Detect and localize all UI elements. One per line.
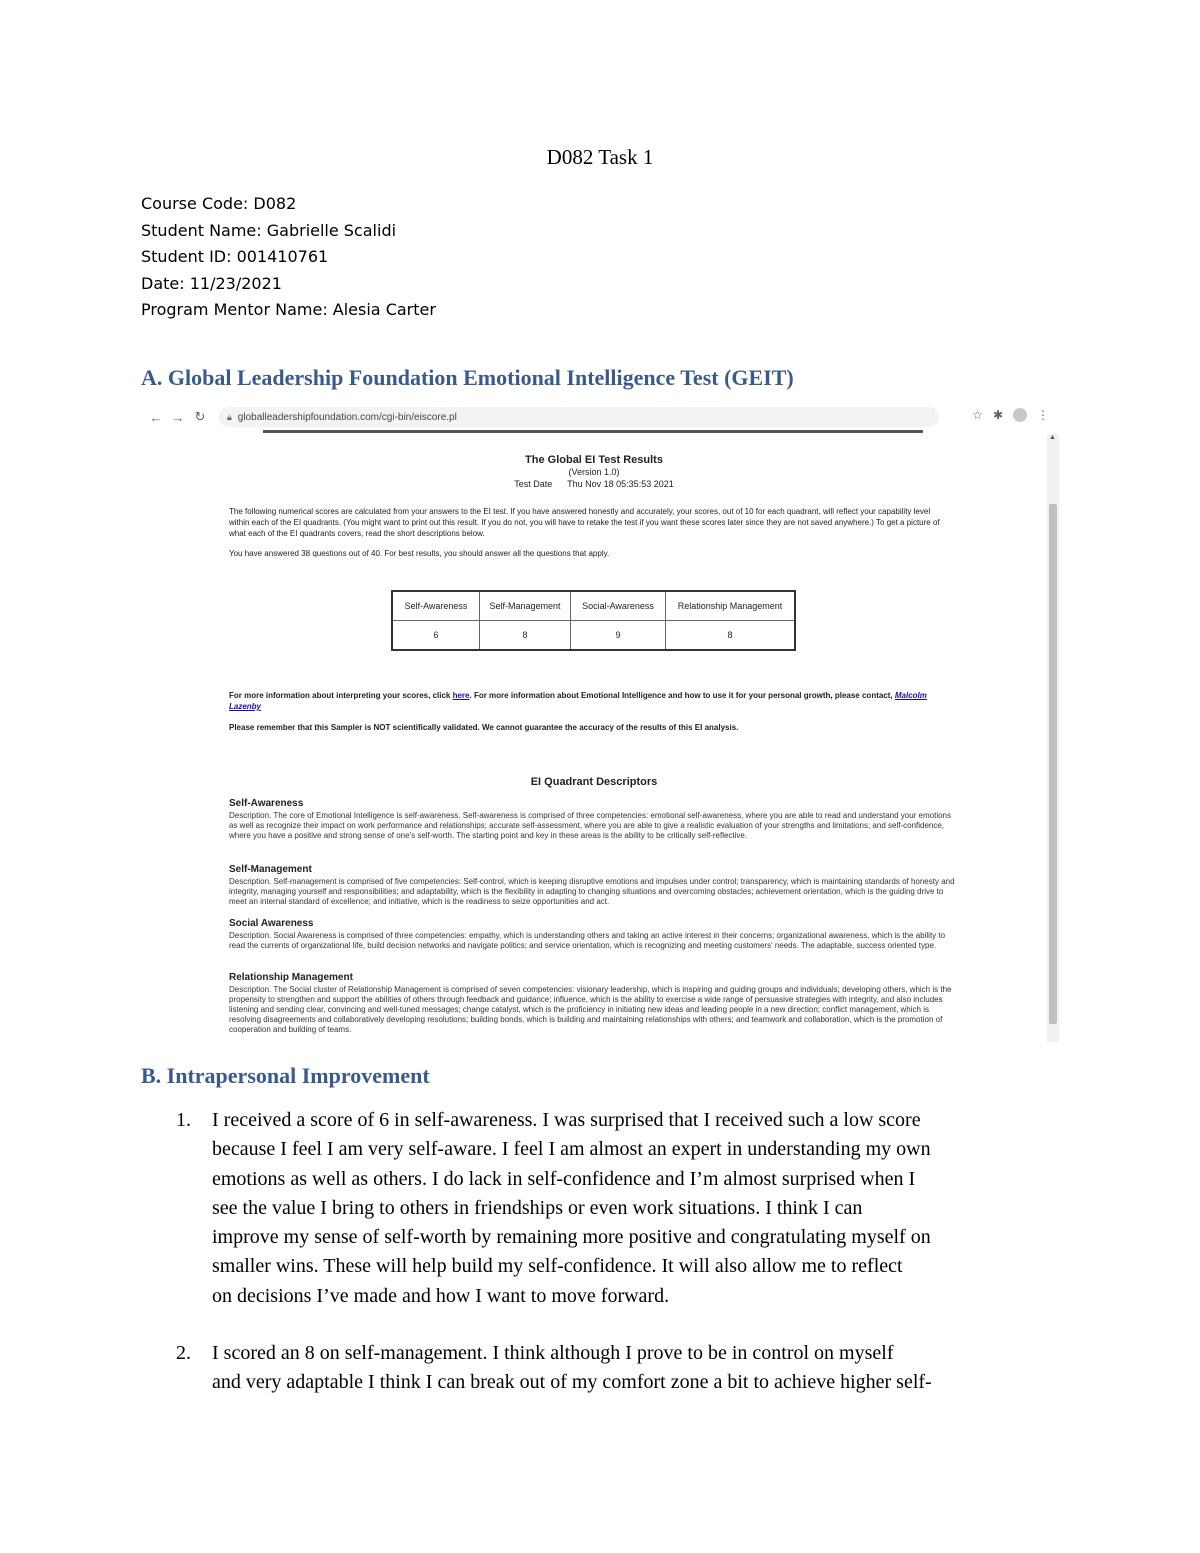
list-line: smaller wins. These will help build my self-confidence. It will also allow me to reflect [212, 1255, 903, 1278]
more-info [229, 690, 949, 712]
scores-table [391, 590, 796, 651]
quadrant-heading: Social Awareness [229, 918, 314, 929]
scores-value-row [392, 621, 795, 651]
scroll-thumb [1049, 504, 1057, 1024]
list-line: I received a score of 6 in self-awareness. I was surprised that I received such a low score [212, 1109, 921, 1131]
test-date-value: Thu Nov 18 05:35:53 2021 [567, 479, 674, 489]
score-value: 8 [666, 621, 796, 651]
list-line: improve my sense of self-worth by remaining more positive and congratulating myself on [212, 1226, 931, 1249]
url-text: globalleadershipfoundation.com/cgi-bin/eiscore.pl [237, 411, 457, 423]
page-title: D082 Task 1 [546, 145, 654, 169]
list-line: because I feel I am very self-aware. I feel I am almost an expert in understanding my own [212, 1138, 931, 1161]
answered-note: You have answered 38 questions out of 40. For best results, you should answer all the questions that apply. [229, 549, 610, 558]
list-item [176, 1339, 1066, 1398]
quadrant-heading: Self-Management [229, 864, 312, 875]
here-link[interactable]: here [452, 691, 470, 700]
quadrant-heading: Relationship Management [229, 972, 353, 983]
disclaimer: Please remember that this Sampler is NOT scientifically validated. We cannot guarantee the accuracy of the results of this EI analysis. [229, 723, 739, 732]
more-info-middle: . For more information about Emotional Intelligence and how to use it for your personal growth, please contact, [469, 691, 895, 700]
reload-icon: ↻ [194, 409, 206, 424]
program-mentor: Program Mentor Name: Alesia Carter [141, 300, 436, 319]
page-top-rule [263, 430, 923, 433]
quadrant-description: Description. Social Awareness is comprised of three competencies: empathy, which is understanding others and taking an active interest in their concerns; organizational awareness, which is the ability to read the currents of organizational life, build decision networks and navigate politics; and service orientation, which is recognizing and meeting customers' needs. The adaptable, success oriented type. [229, 931, 946, 950]
results-intro: The following numerical scores are calculated from your answers to the EI test. If you have answered honestly and accurately, your scores, out of 10 for each quadrant, will reflect your capability level within each of the EI quadrants. (You might want to print out this result. If you do not, you will have to retake the test if you want these scores later since they are not saved anywhere.) To get a picture of what each of the EI quadrants covers, read the short descriptions below. [229, 507, 940, 538]
list-number: 2. [176, 1342, 191, 1364]
list-line: I scored an 8 on self-management. I think although I prove to be in control on myself [212, 1342, 894, 1364]
section-a-heading: A. Global Leadership Foundation Emotional Intelligence Test (GEIT) [141, 365, 794, 390]
course-code: Course Code: D082 [141, 194, 297, 213]
quadrant-description: Description. The Social cluster of Relationship Management is comprised of seven competencies: visionary leadership, which is inspiring and guiding groups and individuals; developing others, which is the propensity to strengthen and support the abilities of others through feedback and guidance; influence, which is the ability to exercise a wide range of persuasive strategies with integrity, and also includes listening and sending clear, convincing and well-tuned messages; change catalyst, which is the proficiency in initiating new ideas and leading people in a new direction; conflict management, which is resolving disagreements and collaboratively developing resolutions; building bonds, which is building and maintaining relationships with others; and teamwork and collaboration, which is the promotion of cooperation and building of teams. [229, 985, 952, 1034]
results-test-date [141, 479, 1047, 489]
list-line: emotions as well as others. I do lack in self-confidence and I’m almost surprised when I [212, 1167, 916, 1190]
browser-toolbar [141, 402, 1059, 432]
scroll-up-icon: ▲ [1049, 434, 1056, 441]
star-icon: ☆ [972, 408, 983, 422]
list-line: on decisions I’ve made and how I want to move forward. [212, 1284, 670, 1307]
scores-header-row [392, 591, 795, 621]
forward-icon: → [171, 409, 185, 425]
quadrant-description: Description. Self-management is comprised of five competencies: Self-control, which is keeping disruptive emotions and impulses under control; transparency, which is maintaining standards of honesty and integrity, managing yourself and responsibilities; and adaptability, which is the flexibility in adapting to changing situations and overcoming obstacles; achievement orientation, which is the guiding drive to meet an internal standard of excellence; and initiative, which is the readiness to seize opportunities and act. [229, 877, 955, 906]
student-name: Student Name: Gabrielle Scalidi [141, 220, 397, 240]
score-header: Self-Management [480, 591, 571, 621]
score-value: 8 [480, 621, 571, 651]
score-value: 6 [392, 621, 480, 651]
date: Date: 11/23/2021 [141, 273, 282, 293]
extensions-icon: ✱ [992, 408, 1003, 422]
back-icon: ← [149, 409, 163, 425]
results-version: (Version 1.0) [568, 467, 620, 477]
section-b-heading: B. Intrapersonal Improvement [141, 1063, 430, 1088]
contact-link[interactable]: Malcolm Lazenby [229, 691, 927, 711]
results-title: The Global EI Test Results [525, 454, 663, 466]
score-header: Relationship Management [666, 591, 796, 621]
list-item-1 [176, 1106, 1066, 1311]
student-info [141, 191, 436, 324]
menu-icon: ⋮ [1037, 408, 1049, 422]
list-item [176, 1106, 1066, 1311]
student-id: Student ID: 001410761 [141, 247, 329, 266]
list-number: 1. [176, 1109, 191, 1131]
test-date-label: Test Date [514, 479, 553, 489]
browser-screenshot [141, 402, 1059, 1042]
score-header: Self-Awareness [392, 591, 480, 621]
list-line: see the value I bring to others in friendships or even work situations. I think I can [212, 1196, 863, 1219]
quadrant-heading: Self-Awareness [229, 798, 304, 809]
score-header: Social-Awareness [571, 591, 666, 621]
address-bar [219, 407, 939, 427]
more-info-prefix: For more information about interpreting your scores, click [229, 691, 453, 700]
list-line: and very adaptable I think I can break out of my comfort zone a bit to achieve higher self- [212, 1371, 932, 1394]
scrollbar [1047, 434, 1059, 1042]
lock-icon: 🔒︎ [227, 411, 232, 422]
list-item-2 [176, 1339, 1066, 1398]
profile-avatar-icon [1013, 408, 1027, 422]
descriptors-title: EI Quadrant Descriptors [530, 776, 658, 788]
score-value: 9 [571, 621, 666, 651]
quadrant-description: Description. The core of Emotional Intelligence is self-awareness. Self-awareness is comprised of three competencies: emotional self-awareness, where you are able to read and understand your emotions as well as recognize their impact on work performance and relationships; accurate self-assessment, where you are able to give a realistic evaluation of your strengths and limitations; and self-confidence, where you have a positive and strong sense of one's self-worth. The starting point and key in these areas is the ability to be critically self-reflective. [229, 811, 952, 840]
